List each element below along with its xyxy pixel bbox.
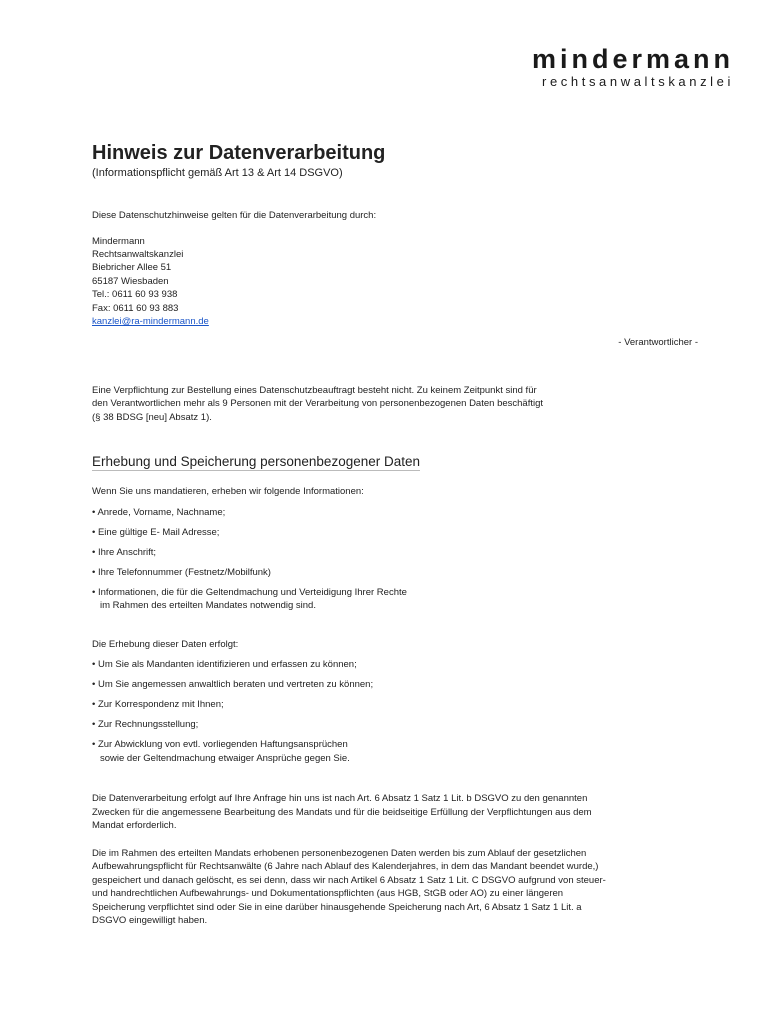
address-firm: Rechtsanwaltskanzlei — [92, 248, 184, 260]
document-body — [92, 140, 702, 928]
collected-list — [92, 506, 702, 613]
paragraph-line: Die im Rahmen des erteilten Mandats erhobenen personenbezogenen Daten werden bis zum Ablauf der gesetzlichen — [92, 847, 587, 859]
paragraph-line: Mandat erforderlich. — [92, 820, 177, 832]
address-fax: Fax: 0611 60 93 883 — [92, 302, 179, 314]
dpo-notice — [92, 384, 702, 425]
notice-line: (§ 38 BDSG [neu] Absatz 1). — [92, 411, 212, 423]
list-item-text: • Zur Abwicklung von evtl. vorliegenden Haftungsansprüchen — [92, 739, 348, 751]
list-item-continuation: sowie der Geltendmachung etwaiger Ansprüche gegen Sie. — [100, 752, 350, 764]
address-street: Biebricher Allee 51 — [92, 262, 172, 274]
list-item: • Zur Korrespondenz mit Ihnen; — [92, 699, 224, 711]
legal-basis-paragraph — [92, 792, 702, 833]
list-item: • Ihre Anschrift; — [92, 546, 157, 558]
list-item-text: • Informationen, die für die Geltendmachung und Verteidigung Ihrer Rechte — [92, 586, 407, 598]
notice-line: den Verantwortlichen mehr als 9 Personen mit der Verarbeitung von personenbezogenen Daten beschäftigt — [92, 398, 544, 410]
firm-logo — [532, 44, 734, 90]
email-link[interactable]: kanzlei@ra-mindermann.de — [92, 315, 209, 327]
address-tel: Tel.: 0611 60 93 938 — [92, 289, 178, 301]
paragraph-line: Speicherung verpflichtet sind oder Sie in eine darüber hinausgehende Speicherung nach Art, 6 Absatz 1 Satz 1 Lit. a — [92, 901, 582, 913]
paragraph-line: DSGVO eingewilligt haben. — [92, 915, 208, 927]
list-item: • Anrede, Vorname, Nachname; — [92, 506, 226, 518]
retention-paragraph — [92, 847, 702, 928]
address-name: Mindermann — [92, 235, 145, 247]
list-item: • Um Sie angemessen anwaltlich beraten und vertreten zu können; — [92, 679, 374, 691]
intro-text: Diese Datenschutzhinweise gelten für die Datenverarbeitung durch: — [92, 210, 377, 221]
collected-intro: Wenn Sie uns mandatieren, erheben wir folgende Informationen: — [92, 486, 364, 498]
paragraph-line: Aufbewahrungspflicht für Rechtsanwälte (6 Jahre nach Ablauf des Kalenderjahres, in dem das Mandant beendet wurde,) — [92, 861, 599, 873]
address-city: 65187 Wiesbaden — [92, 275, 169, 287]
list-item-continuation: im Rahmen des erteilten Mandates notwendig sind. — [100, 600, 316, 612]
paragraph-line: Zwecken für die angemessene Bearbeitung des Mandats und für die beidseitige Erfüllung der Verpflichtungen aus dem — [92, 806, 592, 818]
role-label: - Verantwortlicher - — [618, 337, 698, 349]
purposes-list — [92, 658, 702, 765]
address-block — [92, 235, 702, 329]
logo-subtitle: rechtsanwaltskanzlei — [542, 74, 734, 89]
list-item: • Zur Rechnungsstellung; — [92, 719, 199, 731]
list-item: • Ihre Telefonnummer (Festnetz/Mobilfunk) — [92, 566, 271, 578]
paragraph-line: Die Datenverarbeitung erfolgt auf Ihre Anfrage hin uns ist nach Art. 6 Absatz 1 Satz 1 Lit. b DSGVO zu den genannten — [92, 793, 588, 805]
page-subtitle: (Informationspflicht gemäß Art 13 & Art 14 DSGVO) — [92, 167, 343, 179]
list-item: • Um Sie als Mandanten identifizieren und erfassen zu können; — [92, 659, 357, 671]
paragraph-line: und handrechtlichen Aufbewahrungs- und Dokumentationspflichten (aus HGB, StGB oder AO) zu einer längeren — [92, 888, 564, 900]
page-title: Hinweis zur Datenverarbeitung — [92, 142, 386, 164]
paragraph-line: gespeichert und danach gelöscht, es sei denn, dass wir nach Artikel 6 Absatz 1 Satz 1 Lit. C DSGVO aufgrund von steuer- — [92, 874, 606, 886]
list-item — [92, 738, 702, 765]
notice-line: Eine Verpflichtung zur Bestellung eines Datenschutzbeauftragt besteht nicht. Zu keinem Zeitpunkt sind für — [92, 384, 537, 396]
logo-name: mindermann — [531, 44, 734, 74]
section-heading: Erhebung und Speicherung personenbezogener Daten — [92, 454, 421, 470]
purposes-intro: Die Erhebung dieser Daten erfolgt: — [92, 638, 239, 650]
list-item: • Eine gültige E- Mail Adresse; — [92, 526, 220, 538]
list-item — [92, 586, 702, 613]
